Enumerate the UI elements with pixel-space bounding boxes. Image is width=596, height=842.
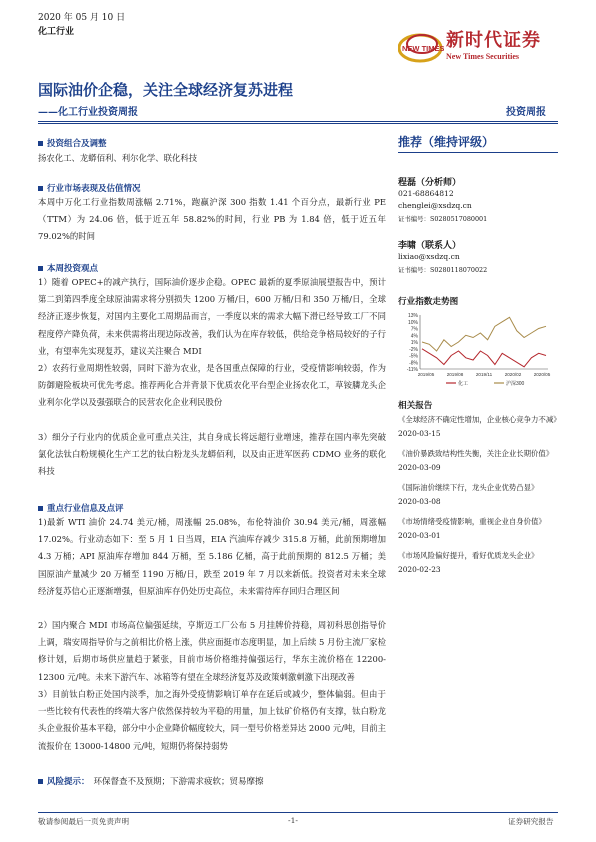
y-tick-label: 4% <box>410 333 418 340</box>
contact-cert: 证书编号：S0280118070022 <box>398 266 488 274</box>
report-type: 投资周报 <box>506 107 546 118</box>
related-report-item[interactable] <box>398 515 558 543</box>
related-report-item[interactable] <box>398 549 558 577</box>
related-report-date: 2020-03-15 <box>398 429 441 438</box>
related-report-date: 2020-03-01 <box>398 531 441 540</box>
contact-email[interactable]: lixiao@xsdzq.cn <box>398 252 460 261</box>
related-report-item[interactable] <box>398 413 561 441</box>
views-paragraph-1: 1）随着 OPEC+的减产执行，国际油价逐步企稳。OPEC 最新的夏季原油展望报告中，预计第二到第四季度全球原油需求将分别损失 1200 万桶/日，600 万桶/日和 350 万桶/日，全球经济正逐步恢复，对国内主要化工周期品而言，一季度以来的需求大幅下滑已经导致工厂不同程度停产降负荷，未来供需将出现边际改善，我们认为在库存较低，供给竞争格局较好的子行业，有望率先实现复苏，建议关注聚合 MDI <box>38 277 386 356</box>
rating-label: 推荐（维持评级） <box>398 135 495 149</box>
contact-name: 李啸（联系人） <box>398 241 462 251</box>
related-report-title: 《市场风险偏好提升，看好优质龙头企业》2020-02-23 <box>398 551 539 574</box>
logo-mark-icon <box>398 26 444 66</box>
related-reports-title: 相关报告 <box>398 401 433 411</box>
page-number: -1- <box>288 816 298 825</box>
section-text-market: 本周中万化工行业指数周涨幅 2.71%，跑赢沪深 300 指数 1.41 个百分点，最新行业 PE（TTM）为 24.06 倍，低于近五年 58.82%的时间，行业 PB 为 1.84 倍，低于近五年 79.02%的时间 <box>38 197 386 242</box>
y-tick-label: -2% <box>409 346 418 353</box>
logo-letters: NEW TIMES <box>402 44 444 53</box>
x-tick-label: 2019/08 <box>446 372 464 377</box>
y-tick-label: 10% <box>407 319 418 326</box>
footer-label: 证券研究报告 <box>508 817 554 826</box>
footer-disclaimer: 敬请参阅最后一页免责声明 <box>38 817 130 826</box>
x-tick-label: 2019/11 <box>475 372 493 377</box>
industry-label: 化工行业 <box>38 27 75 37</box>
related-report-title: 《国际油价继续下行，龙头企业优势凸显》2020-03-08 <box>398 483 539 506</box>
header-divider <box>38 121 558 122</box>
section-heading-views: 本周投资观点 <box>38 262 98 274</box>
related-report-item[interactable] <box>398 481 558 509</box>
risk-text: 环保督查不及预期；下游需求疲软；贸易摩擦 <box>93 777 264 787</box>
news-paragraph-2: 2）国内聚合 MDI 市场高位偏强延续，亨斯迈工厂公布 5 月挂牌价持稳，周初科思创指导价上调，瑞安周指导价与之前相比价格上涨，供应面挺市态度明显，加上后续 5 月份主流厂家检修计划，后期市场供应量趋于紧张，目前市场价格维持偏强运行，华东主流价格在 12200-12300 元/吨。未来下游汽车、冰箱等有望在全球经济复苏及政策刺激刺激下出现改善 <box>38 620 386 682</box>
related-report-date: 2020-03-08 <box>398 497 441 506</box>
related-report-date: 2020-02-23 <box>398 565 441 574</box>
y-tick-label: 7% <box>410 326 418 333</box>
section-text-portfolio: 扬农化工、龙蟒佰利、利尔化学、联化科技 <box>38 153 198 163</box>
risk-heading: 风险提示： 环保督查不及预期；下游需求疲软；贸易摩擦 <box>38 775 264 787</box>
related-report-title: 《市场情绪受疫情影响，重视企业自身价值》2020-03-01 <box>398 517 546 540</box>
analyst-cert: 证书编号：S0280517080001 <box>398 215 488 223</box>
legend-label: 化工 <box>458 381 469 387</box>
y-tick-label: -11% <box>406 367 418 373</box>
footer-divider <box>38 812 558 813</box>
x-tick-label: 2019/05 <box>417 372 435 377</box>
report-title: 国际油价企稳，关注全球经济复苏进程 <box>38 81 294 99</box>
square-bullet-icon <box>38 506 43 511</box>
y-tick-label: 1% <box>410 340 418 346</box>
y-tick-label: -8% <box>409 360 418 367</box>
chart-title: 行业指数走势图 <box>398 297 459 307</box>
y-tick-label: -5% <box>409 353 418 360</box>
series-line <box>422 317 546 351</box>
analyst-name: 程磊（分析师） <box>398 178 462 188</box>
news-paragraph-1: 1)最新 WTI 油价 24.74 美元/桶，周涨幅 25.08%，布伦特油价 30.94 美元/桶，周涨幅 17.02%。行业动态如下：至 5 月 1 日当周，EIA 汽油库存减少 315.8 万桶，此前预期增加 4.3 万桶；API 原油库存增加 844 万桶，至 5.186 亿桶，高于此前预期的 812.5 万桶；美国原油产量减少 20 万桶至 1190 万桶/日，跌至 2019 年 7 月以来新低。投资者对未来全球经济复苏信心正逐渐增强，但原油库存仍处历史高位，未来需待库存回归合理区间 <box>38 517 386 596</box>
square-bullet-icon <box>38 779 43 784</box>
square-bullet-icon <box>38 266 43 271</box>
related-report-title: 《油价暴跌致结构性失衡，关注企业长期价值》2020-03-09 <box>398 449 554 472</box>
x-tick-label: 2020/05 <box>533 372 551 377</box>
related-report-date: 2020-03-09 <box>398 463 441 472</box>
legend-label: 沪深300 <box>506 381 525 387</box>
views-paragraph-3: 3）细分子行业内的优质企业可重点关注，其自身成长将远超行业增速，推荐在国内率先突破氯化法钛白粉规模化生产工艺的钛白粉龙头龙蟒佰利，以及由正进军医药 CDMO 业务的联化科技 <box>38 432 386 477</box>
related-report-item[interactable] <box>398 447 558 475</box>
news-paragraph-3: 3）目前钛白粉正处国内淡季，加之海外受疫情影响订单存在延后或减少，整体偏弱。但由于一些比较有代表性的终端大客户依然保持较为平稳的用量，加上钛矿价格仍有支撑，钛白粉龙头企业报价基本平稳，部分中小企业降价幅度较大，同一型号价格差异达 2000 元/吨，目前主流报价在 13000-14800 元/吨，短期仍将保持弱势 <box>38 689 386 751</box>
x-tick-label: 2020/02 <box>504 372 522 377</box>
report-subtitle: ——化工行业投资周报 <box>38 107 138 118</box>
brand-name-en: New Times Securities <box>446 52 520 61</box>
index-trend-chart <box>398 311 558 387</box>
analyst-email[interactable]: chenglei@xsdzq.cn <box>398 201 472 210</box>
header-divider-second <box>38 123 558 124</box>
y-tick-label: 13% <box>407 313 418 319</box>
section-heading-market: 行业市场表现及估值情况 <box>38 182 141 194</box>
square-bullet-icon <box>38 141 43 146</box>
brand-logo <box>398 26 568 66</box>
section-heading-portfolio: 投资组合及调整 <box>38 137 107 149</box>
sidebar-divider <box>398 152 558 153</box>
related-report-title: 《全球经济不确定性增加，企业核心竞争力不减》2020-03-15 <box>398 415 561 438</box>
square-bullet-icon <box>38 186 43 191</box>
views-paragraph-2: 2）农药行业周期性较弱，同时下游为农业，是各国重点保障的行业，受疫情影响较弱，作为防御避险板块可优先考虑。推荐两化合并背景下优质农化平台型企业扬农化工，草铵膦龙头企业利尔化学以及强强联合的民营农化企业利民股份 <box>38 363 386 408</box>
report-date: 2020 年 05 月 10 日 <box>38 13 126 23</box>
series-line <box>422 349 546 367</box>
related-reports-list <box>398 413 561 583</box>
brand-name-cn: 新时代证券 <box>446 30 541 51</box>
analyst-phone: 021-68864812 <box>398 189 454 198</box>
section-heading-news: 重点行业信息及点评 <box>38 502 124 514</box>
